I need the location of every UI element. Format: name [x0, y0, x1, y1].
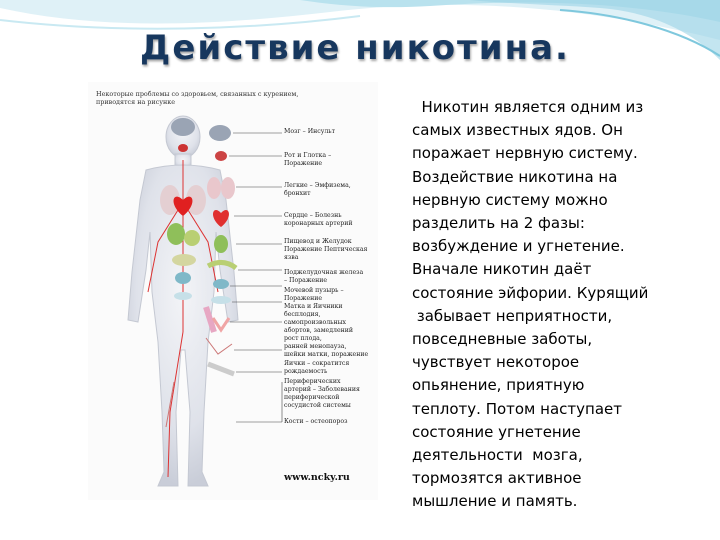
- label-testes: Яички – сократится рождаемость: [284, 360, 350, 375]
- text-line: состояние эйфории. Курящий: [412, 283, 649, 302]
- label-bladder: Мочевой пузырь – Поражение: [284, 287, 344, 302]
- label-esophagus-stomach: Пищевод и Желудок Поражение Пептическая язва: [284, 238, 368, 261]
- text-line: Никотин является одним из: [412, 98, 644, 116]
- text-line: теплоту. Потом наступает: [412, 399, 622, 418]
- anatomy-figure: [88, 82, 378, 500]
- label-heart: Сердце – Болезнь коронарных артерий: [284, 212, 353, 227]
- text-line: Воздействие никотина на: [412, 167, 618, 186]
- nicotine-description: [412, 96, 708, 514]
- slide-title: Действие никотина.: [140, 28, 570, 68]
- label-bones: Кости – остеопороз: [284, 418, 348, 425]
- label-brain: Мозг – Инсульт: [284, 128, 336, 135]
- text-line: самых известных ядов. Он: [412, 121, 623, 140]
- label-uterus-ovaries: Матка и Яичники бесплодия, самопроизвольных абортов, замедлений рост плода, ранней менопауза, шейки матки, поражение: [284, 303, 369, 358]
- text-line: опьянение, приятную: [412, 376, 585, 395]
- text-line: разделить на 2 фазы:: [412, 214, 585, 233]
- text-line: забывает неприятности,: [412, 306, 613, 325]
- text-line: мышление и память.: [412, 492, 578, 511]
- text-line: деятельности мозга,: [412, 446, 583, 465]
- figure-caption: Некоторые проблемы со здоровьем, связанных с курением, приводятся на рисунке: [96, 90, 299, 106]
- source-site: www.ncky.ru: [284, 472, 350, 483]
- text-line: возбуждение и угнетение.: [412, 237, 625, 256]
- text-line: повседневные заботы,: [412, 330, 593, 349]
- text-line: поражает нервную систему.: [412, 144, 638, 163]
- text-line: чувствует некоторое: [412, 353, 580, 372]
- label-lungs: Легкие – Эмфизема, бронхит: [284, 182, 351, 197]
- label-peripheral-arteries: Периферических артерий – Заболевания периферической сосудистой системы: [284, 378, 360, 409]
- label-pancreas: Поджелудочная железа – Поражение: [284, 269, 364, 284]
- label-mouth-throat: Рот и Глотка – Поражение: [284, 152, 332, 167]
- text-line: тормозятся активное: [412, 469, 582, 488]
- text-line: нервную систему можно: [412, 190, 608, 209]
- text-line: состояние угнетение: [412, 422, 581, 441]
- text-line: Вначале никотин даёт: [412, 260, 592, 279]
